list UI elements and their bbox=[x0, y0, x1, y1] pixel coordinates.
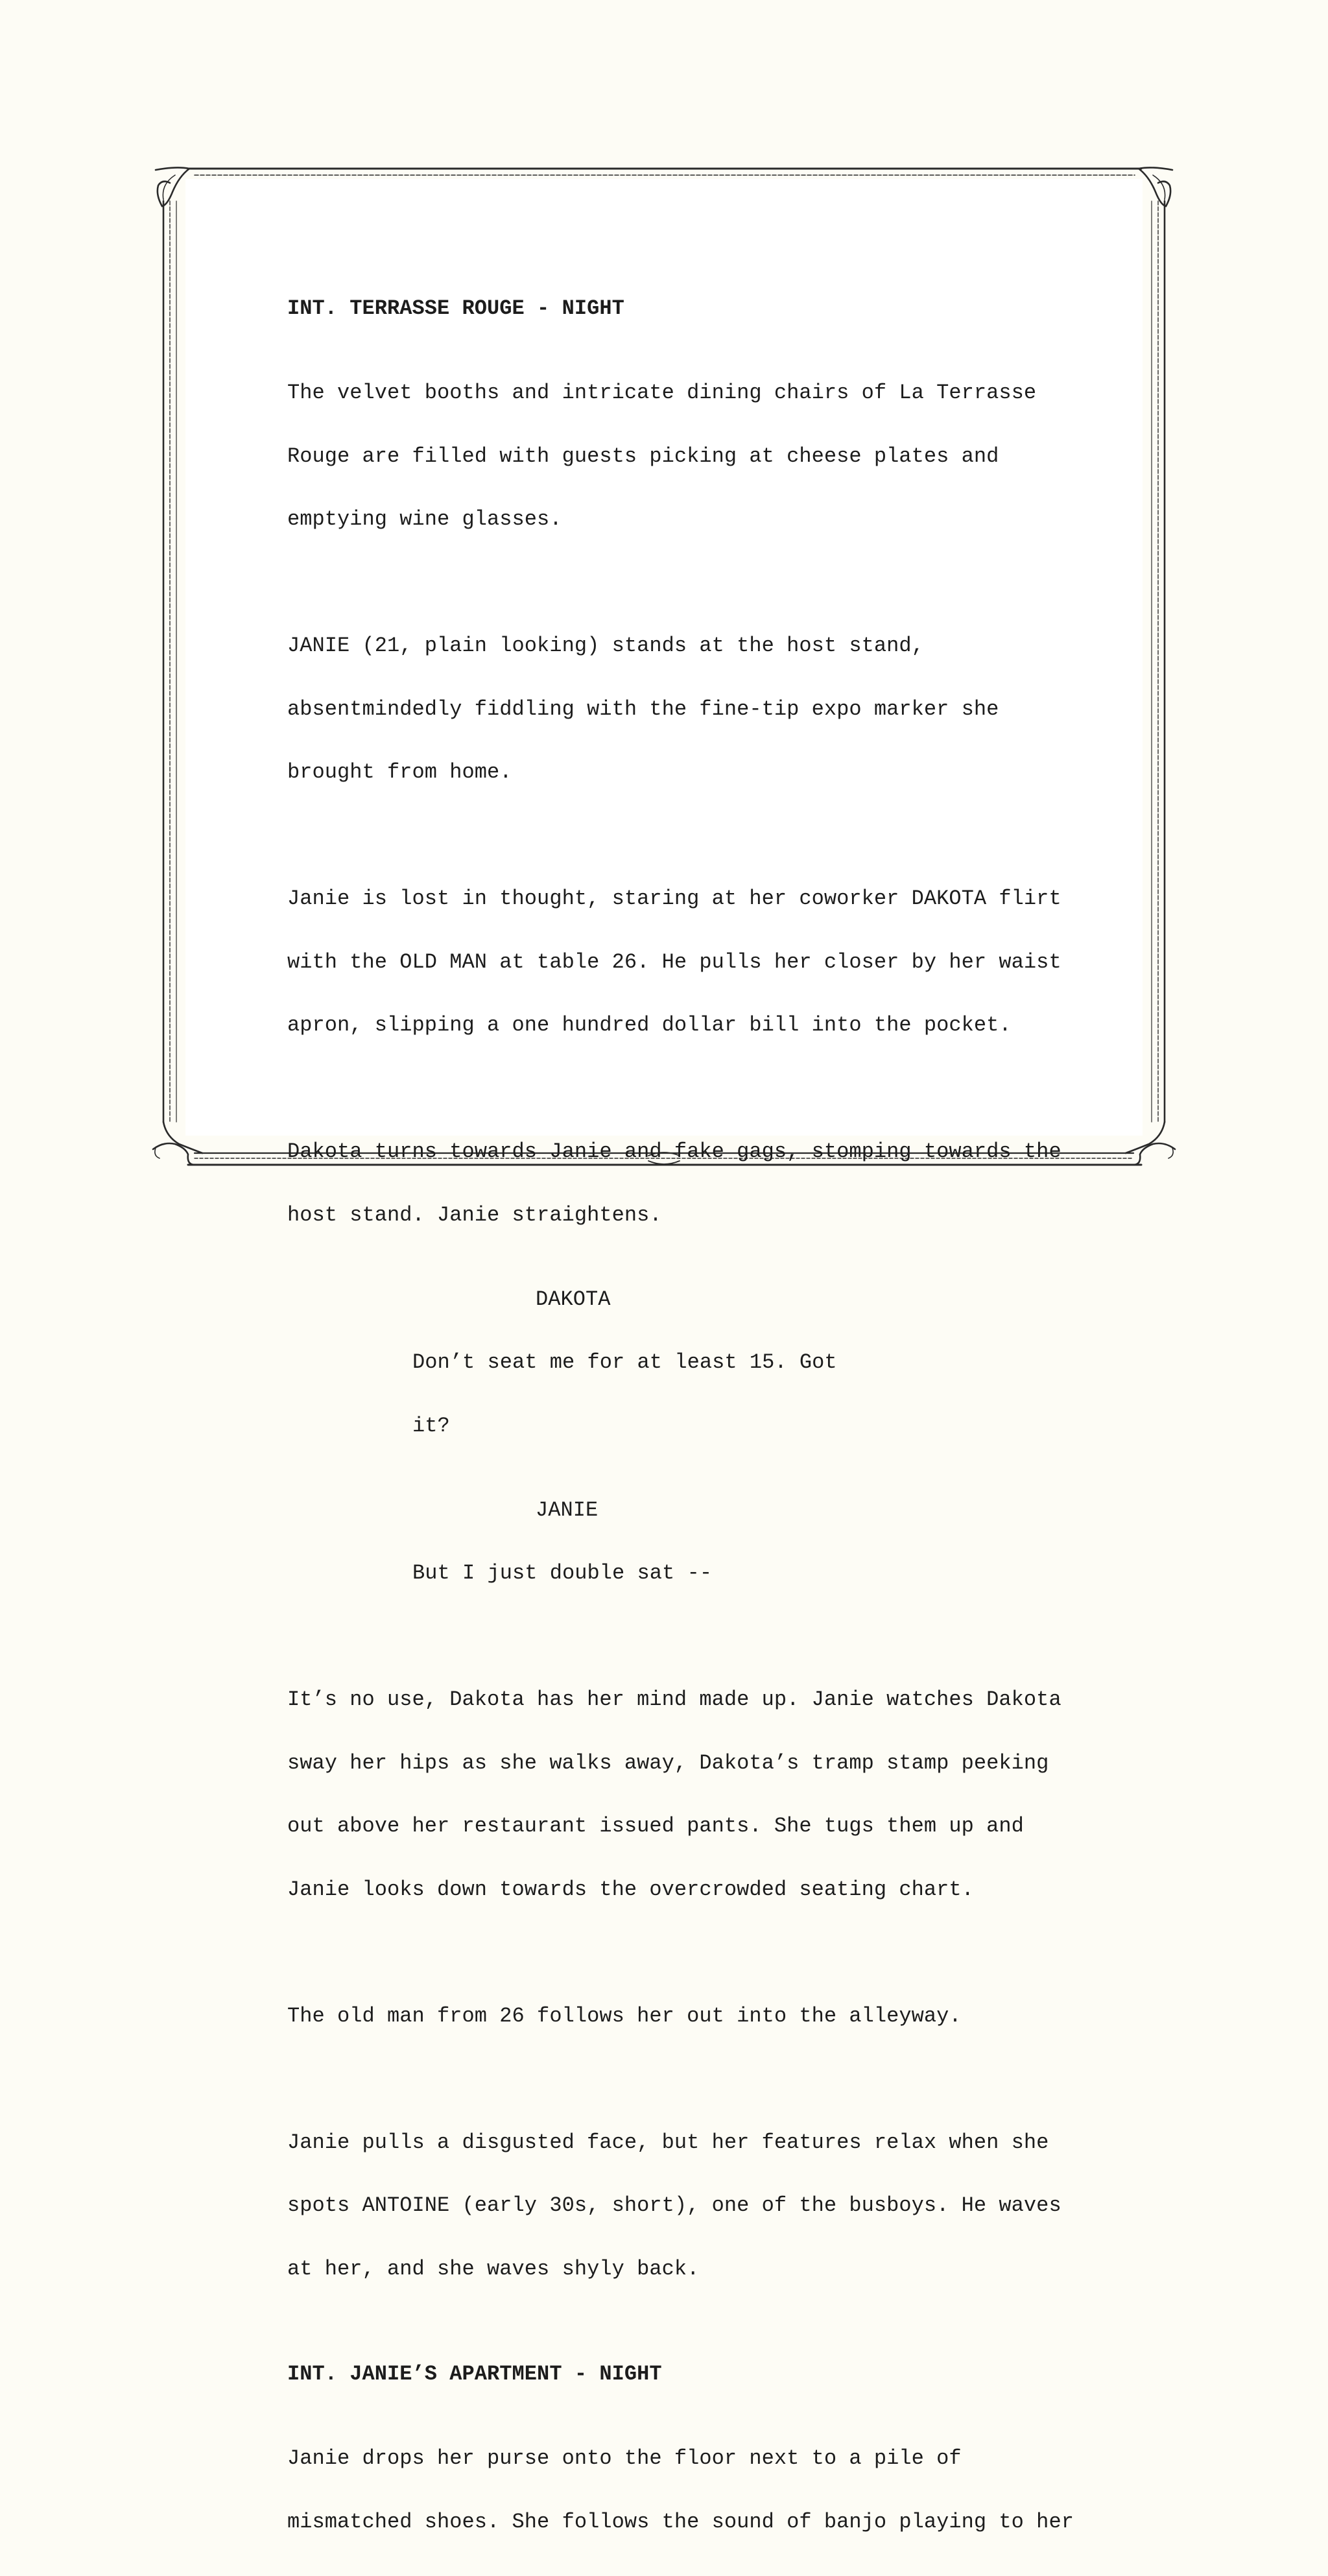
action-line: absentmindedly fiddling with the fine-tip expo marker she bbox=[287, 697, 999, 721]
action-paragraph bbox=[287, 846, 1091, 1079]
action-paragraph bbox=[287, 1647, 1091, 1942]
action-line: JANIE (21, plain looking) stands at the host stand, bbox=[287, 634, 924, 658]
action-line: Dakota turns towards Janie and fake gags, stomping towards the bbox=[287, 1139, 1061, 1163]
action-line: sway her hips as she walks away, Dakota’s tramp stamp peeking bbox=[287, 1750, 1049, 1775]
action-line: with the OLD MAN at table 26. He pulls her closer by her waist bbox=[287, 949, 1061, 974]
action-line: Rouge are filled with guests picking at cheese plates and bbox=[287, 444, 999, 468]
action-line: The old man from 26 follows her out into the alleyway. bbox=[287, 2003, 962, 2028]
action-line: spots ANTOINE (early 30s, short), one of the busboys. He waves bbox=[287, 2193, 1061, 2217]
action-line: host stand. Janie straightens. bbox=[287, 1202, 662, 1227]
action-line: Janie pulls a disgusted face, but her features relax when she bbox=[287, 2130, 1049, 2154]
screenplay-page bbox=[185, 179, 1143, 2534]
action-paragraph bbox=[287, 1964, 1091, 2069]
action-line: mismatched shoes. She follows the sound of banjo playing to her bbox=[287, 2509, 1074, 2534]
dialogue-line: But I just double sat -- bbox=[412, 1561, 713, 1585]
character-name: DAKOTA bbox=[536, 1287, 611, 1311]
dialogue-line: Don’t seat me for at least 15. Got bbox=[412, 1350, 837, 1374]
action-paragraph bbox=[287, 1099, 1091, 1268]
scene-heading: INT. JANIE’S APARTMENT - NIGHT bbox=[287, 2362, 662, 2386]
action-line: Janie drops her purse onto the floor next to a pile of bbox=[287, 2446, 962, 2470]
action-line: out above her restaurant issued pants. She tugs them up and bbox=[287, 1814, 1024, 1838]
action-paragraph bbox=[287, 340, 1091, 573]
dialogue-block bbox=[287, 1521, 1091, 1627]
dialogue-line: it? bbox=[412, 1413, 450, 1438]
dialogue-block bbox=[287, 1310, 1091, 1479]
action-paragraph bbox=[287, 593, 1091, 826]
screenplay-text bbox=[287, 298, 1091, 2575]
character-name: JANIE bbox=[536, 1497, 599, 1522]
action-line: brought from home. bbox=[287, 760, 512, 784]
action-paragraph bbox=[287, 2090, 1091, 2322]
action-line: The velvet booths and intricate dining chairs of La Terrasse bbox=[287, 381, 1037, 405]
action-line: Janie looks down towards the overcrowded seating chart. bbox=[287, 1877, 974, 1902]
action-paragraph bbox=[287, 2406, 1091, 2575]
action-line: emptying wine glasses. bbox=[287, 507, 562, 531]
action-line: at her, and she waves shyly back. bbox=[287, 2256, 700, 2281]
action-line: apron, slipping a one hundred dollar bill into the pocket. bbox=[287, 1013, 1012, 1037]
scene-heading: INT. TERRASSE ROUGE - NIGHT bbox=[287, 296, 624, 320]
action-line: It’s no use, Dakota has her mind made up. Janie watches Dakota bbox=[287, 1688, 1061, 1711]
action-line: Janie is lost in thought, staring at her coworker DAKOTA flirt bbox=[287, 887, 1061, 911]
